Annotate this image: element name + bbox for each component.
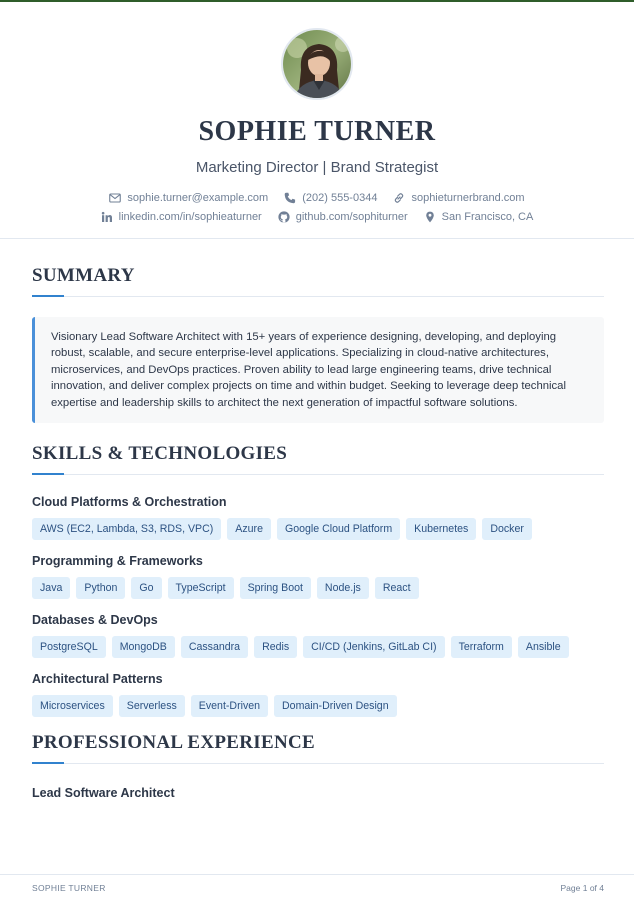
skill-tag-list bbox=[32, 577, 419, 599]
summary-line: microservices, and DevOps practices. Proven ability to lead large engineering teams, drive technical bbox=[51, 363, 552, 376]
linkedin-icon bbox=[101, 211, 113, 223]
contact-email[interactable] bbox=[109, 191, 268, 205]
contact-website[interactable] bbox=[393, 191, 524, 205]
skill-tag: Kubernetes bbox=[406, 518, 476, 540]
contact-linkedin-text: linkedin.com/in/sophieaturner bbox=[118, 211, 262, 223]
contact-location bbox=[424, 210, 534, 224]
summary-line: Visionary Lead Software Architect with 15+ years of experience designing, developing, and deploying bbox=[51, 331, 557, 343]
skill-tag: Serverless bbox=[119, 695, 185, 717]
contact-phone[interactable] bbox=[284, 191, 377, 205]
github-icon bbox=[278, 211, 290, 223]
skill-tag: React bbox=[375, 577, 419, 599]
skill-tag: Cassandra bbox=[181, 636, 248, 658]
skill-tag: Google Cloud Platform bbox=[277, 518, 400, 540]
skill-tag-list bbox=[32, 636, 569, 658]
summary-accent-line bbox=[32, 295, 64, 297]
summary-heading: SUMMARY bbox=[32, 265, 135, 286]
skills-divider bbox=[32, 474, 604, 475]
skills-heading: SKILLS & TECHNOLOGIES bbox=[32, 443, 288, 464]
experience-heading: PROFESSIONAL EXPERIENCE bbox=[32, 732, 315, 753]
candidate-subtitle: Marketing Director | Brand Strategist bbox=[195, 159, 439, 176]
skill-category-title: Programming & Frameworks bbox=[32, 554, 203, 568]
skill-tag: Domain-Driven Design bbox=[274, 695, 397, 717]
skill-tag-list bbox=[32, 518, 532, 540]
summary-text-box bbox=[32, 317, 604, 423]
skill-tag: Docker bbox=[482, 518, 532, 540]
skill-tag: CI/CD (Jenkins, GitLab CI) bbox=[303, 636, 444, 658]
contact-email-text: sophie.turner@example.com bbox=[127, 192, 269, 204]
contact-row-2 bbox=[0, 210, 634, 224]
contact-website-text: sophieturnerbrand.com bbox=[411, 192, 525, 204]
summary-line: expertise and leadership skills to architect the next generation of impactful software solutions. bbox=[51, 396, 518, 409]
contact-github-text: github.com/sophiturner bbox=[295, 211, 408, 223]
skill-category-title: Databases & DevOps bbox=[32, 613, 158, 627]
skill-tag: Spring Boot bbox=[240, 577, 311, 599]
location-pin-icon bbox=[424, 211, 436, 223]
summary-line: robust, scalable, and secure enterprise-level applications. Specializing in cloud-native architectures, bbox=[51, 347, 549, 360]
contact-row-1 bbox=[0, 191, 634, 205]
skills-accent-line bbox=[32, 473, 64, 475]
skill-tag: Event-Driven bbox=[191, 695, 268, 717]
skill-tag-list bbox=[32, 695, 397, 717]
skill-tag: Microservices bbox=[32, 695, 113, 717]
skill-tag: AWS (EC2, Lambda, S3, RDS, VPC) bbox=[32, 518, 221, 540]
experience-divider bbox=[32, 763, 604, 764]
footer-name: SOPHIE TURNER bbox=[32, 883, 106, 893]
contact-location-text: San Francisco, CA bbox=[441, 211, 534, 223]
resume-header bbox=[0, 2, 634, 239]
link-icon bbox=[393, 192, 405, 204]
skill-tag: PostgreSQL bbox=[32, 636, 106, 658]
phone-icon bbox=[284, 192, 296, 204]
skill-tag: Ansible bbox=[518, 636, 569, 658]
skill-category-title: Architectural Patterns bbox=[32, 672, 163, 686]
skill-tag: Java bbox=[32, 577, 70, 599]
skill-tag: TypeScript bbox=[168, 577, 234, 599]
skill-tag: Python bbox=[76, 577, 125, 599]
mail-icon bbox=[109, 192, 121, 204]
page-number: Page 1 of 4 bbox=[560, 883, 604, 893]
contact-github[interactable] bbox=[278, 210, 408, 224]
candidate-name: SOPHIE TURNER bbox=[198, 116, 436, 147]
skill-tag: Redis bbox=[254, 636, 297, 658]
skill-tag: Azure bbox=[227, 518, 271, 540]
profile-photo bbox=[281, 28, 353, 100]
skill-tag: Node.js bbox=[317, 577, 369, 599]
skill-tag: Terraform bbox=[451, 636, 512, 658]
contact-phone-text: (202) 555-0344 bbox=[302, 192, 378, 204]
page-footer bbox=[0, 874, 634, 901]
skill-category-title: Cloud Platforms & Orchestration bbox=[32, 495, 227, 509]
contact-linkedin[interactable] bbox=[101, 210, 262, 224]
summary-divider bbox=[32, 296, 604, 297]
summary-line: innovation, and deliver complex projects on time and within budget. Seeking to leverage deep technical bbox=[51, 380, 566, 393]
job-title: Lead Software Architect bbox=[32, 786, 175, 800]
experience-accent-line bbox=[32, 762, 64, 764]
skill-tag: MongoDB bbox=[112, 636, 175, 658]
skill-tag: Go bbox=[131, 577, 161, 599]
